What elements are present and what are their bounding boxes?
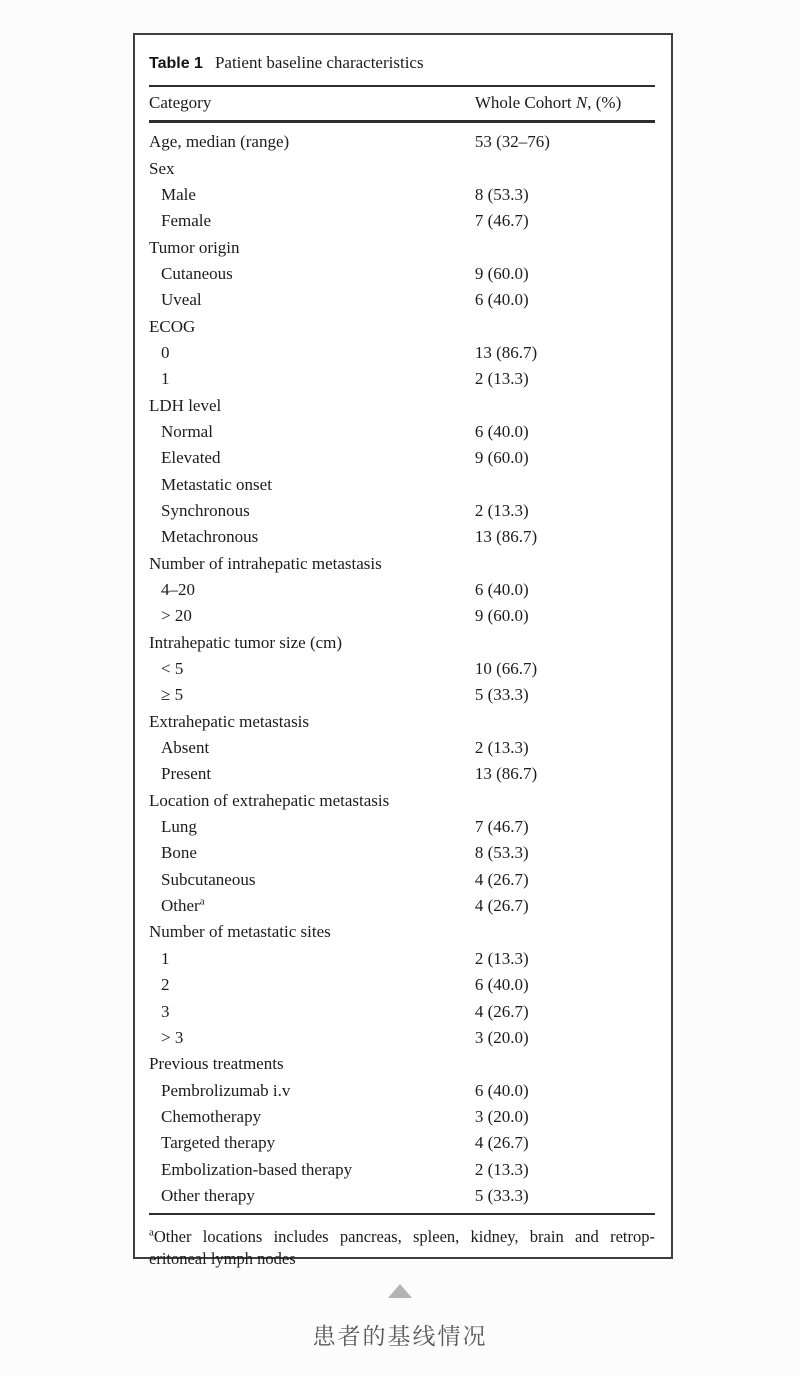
table-row [149, 630, 655, 656]
row-value: 4 (26.7) [474, 1001, 529, 1021]
table-footnote [149, 1226, 655, 1270]
row-label: > 20 [161, 606, 192, 626]
row-label: Embolization-based therapy [161, 1159, 353, 1179]
row-value: 6 (40.0) [474, 580, 529, 600]
row-value: 9 (60.0) [474, 263, 529, 283]
row-value: 4 (26.7) [474, 869, 529, 889]
row-label: Metastatic onset [161, 474, 272, 494]
row-value: 8 (53.3) [474, 843, 529, 863]
table-row [149, 972, 655, 998]
table-rule-header [149, 120, 655, 123]
row-label: Normal [161, 421, 213, 441]
table-row [149, 1025, 655, 1051]
row-value: 8 (53.3) [474, 184, 529, 204]
table-row [149, 709, 655, 735]
table-row [149, 208, 655, 234]
row-value: 5 (33.3) [474, 1185, 529, 1205]
table-row [149, 551, 655, 577]
row-label: Absent [161, 738, 210, 758]
row-label: Location of extrahepatic metastasis [149, 790, 390, 810]
table-row [149, 814, 655, 840]
row-value: 13 (86.7) [474, 342, 538, 362]
row-label: Female [161, 211, 212, 231]
table-title [149, 52, 655, 75]
row-label: Lung [161, 817, 197, 837]
row-label: Elevated [161, 448, 221, 468]
row-value: 13 (86.7) [474, 527, 538, 547]
figure-box [133, 33, 673, 1269]
row-label: Male [161, 184, 196, 204]
footnote-ref-marker: a [199, 895, 205, 908]
row-label: Metachronous [161, 527, 259, 547]
table-row [149, 656, 655, 682]
table-row [149, 419, 655, 445]
row-label: > 3 [161, 1027, 184, 1047]
row-label: Chemotherapy [161, 1106, 262, 1126]
row-label: ECOG [149, 316, 196, 336]
row-value: 3 (20.0) [474, 1106, 529, 1126]
table-header-row [149, 87, 655, 120]
row-label: Previous treatments [149, 1054, 284, 1074]
column-header-category: Category [149, 93, 212, 112]
column-header-cohort-prefix: Whole Cohort [474, 93, 576, 112]
table-title-label: Table 1 [149, 55, 203, 72]
row-label: ≥ 5 [161, 685, 184, 705]
row-label: 3 [161, 1001, 170, 1021]
column-header-cohort [475, 93, 655, 113]
row-label: 2 [161, 975, 170, 995]
row-label: 0 [161, 342, 170, 362]
table-row [149, 261, 655, 287]
row-value: 9 (60.0) [474, 606, 529, 626]
footnote-line-1 [149, 1226, 655, 1248]
table-row [149, 498, 655, 524]
table-row [149, 603, 655, 629]
table-row [149, 761, 655, 787]
table-row [149, 1130, 655, 1156]
row-label: Subcutaneous [161, 869, 256, 889]
table-row [149, 682, 655, 708]
row-label: 4–20 [161, 580, 195, 600]
footnote-text-1: Other locations includes pancreas, spleen, kidney, brain and retrop- [153, 1227, 655, 1247]
table-row [149, 129, 655, 155]
row-value: 13 (86.7) [474, 764, 538, 784]
row-value: 6 (40.0) [474, 290, 529, 310]
row-value: 2 (13.3) [474, 500, 529, 520]
figure-caption: 患者的基线情况 [312, 1323, 488, 1349]
collapse-area [0, 1284, 800, 1303]
row-label: Synchronous [161, 500, 250, 520]
table-row [149, 998, 655, 1024]
table-row [149, 445, 655, 471]
row-label: Targeted therapy [161, 1133, 276, 1153]
table-row [149, 182, 655, 208]
row-value: 9 (60.0) [474, 448, 529, 468]
table-row [149, 840, 655, 866]
column-header-cohort-suffix: , (%) [587, 93, 622, 112]
row-value: 6 (40.0) [474, 421, 529, 441]
row-value: 2 (13.3) [474, 738, 529, 758]
table-row [149, 313, 655, 339]
table-row [149, 946, 655, 972]
table-row [149, 1104, 655, 1130]
row-label: Age, median (range) [149, 132, 290, 152]
table-row [149, 788, 655, 814]
table-row [149, 340, 655, 366]
row-value: 2 (13.3) [474, 369, 529, 389]
table-row [149, 471, 655, 497]
column-header-cohort-n: N [575, 93, 588, 112]
row-label: Cutaneous [161, 263, 233, 283]
table-row [149, 155, 655, 181]
table-row [149, 867, 655, 893]
row-label: Pembrolizumab i.v [161, 1080, 291, 1100]
table-row [149, 1183, 655, 1209]
row-label: 1 [161, 948, 170, 968]
row-value: 6 (40.0) [474, 975, 529, 995]
row-label: Other$^a$ [161, 895, 205, 916]
row-value: 7 (46.7) [474, 211, 529, 231]
table-body [149, 129, 655, 1209]
collapse-triangle-icon[interactable] [388, 1284, 412, 1298]
table-row [149, 524, 655, 550]
row-value: 3 (20.0) [474, 1027, 529, 1047]
row-label: 1 [161, 369, 170, 389]
table-row [149, 577, 655, 603]
row-value: 4 (26.7) [474, 1133, 529, 1153]
row-value: 53 (32–76) [474, 132, 550, 152]
row-label: Other therapy [161, 1185, 255, 1205]
row-value: 5 (33.3) [474, 685, 529, 705]
row-value: 2 (13.3) [474, 948, 529, 968]
table-row [149, 735, 655, 761]
table-row [149, 1156, 655, 1182]
row-label: Sex [149, 158, 175, 178]
row-label: LDH level [149, 395, 222, 415]
row-label: Bone [161, 843, 197, 863]
row-label: Intrahepatic tumor size (cm) [149, 632, 343, 652]
table-row [149, 919, 655, 945]
table-rule-bottom [149, 1213, 655, 1215]
table-row [149, 366, 655, 392]
table-row [149, 1077, 655, 1103]
footnote-line-2: eritoneal lymph nodes [149, 1249, 296, 1269]
row-value: 6 (40.0) [474, 1080, 529, 1100]
row-value: 7 (46.7) [474, 817, 529, 837]
row-value: 10 (66.7) [474, 659, 538, 679]
row-label: Extrahepatic metastasis [149, 711, 310, 731]
row-label: Uveal [161, 290, 202, 310]
row-value: 2 (13.3) [474, 1159, 529, 1179]
table-row [149, 1051, 655, 1077]
table-row [149, 893, 655, 919]
row-label: Tumor origin [149, 237, 240, 257]
row-label: Present [161, 764, 212, 784]
table-row [149, 287, 655, 313]
table-title-text: Patient baseline characteristics [214, 53, 424, 72]
row-label: Number of metastatic sites [149, 922, 331, 942]
footnote-marker: a [149, 1226, 154, 1239]
table-row [149, 234, 655, 260]
row-label: Number of intrahepatic metastasis [149, 553, 382, 573]
row-label: < 5 [161, 659, 184, 679]
row-value: 4 (26.7) [474, 896, 529, 916]
table-row [149, 392, 655, 418]
